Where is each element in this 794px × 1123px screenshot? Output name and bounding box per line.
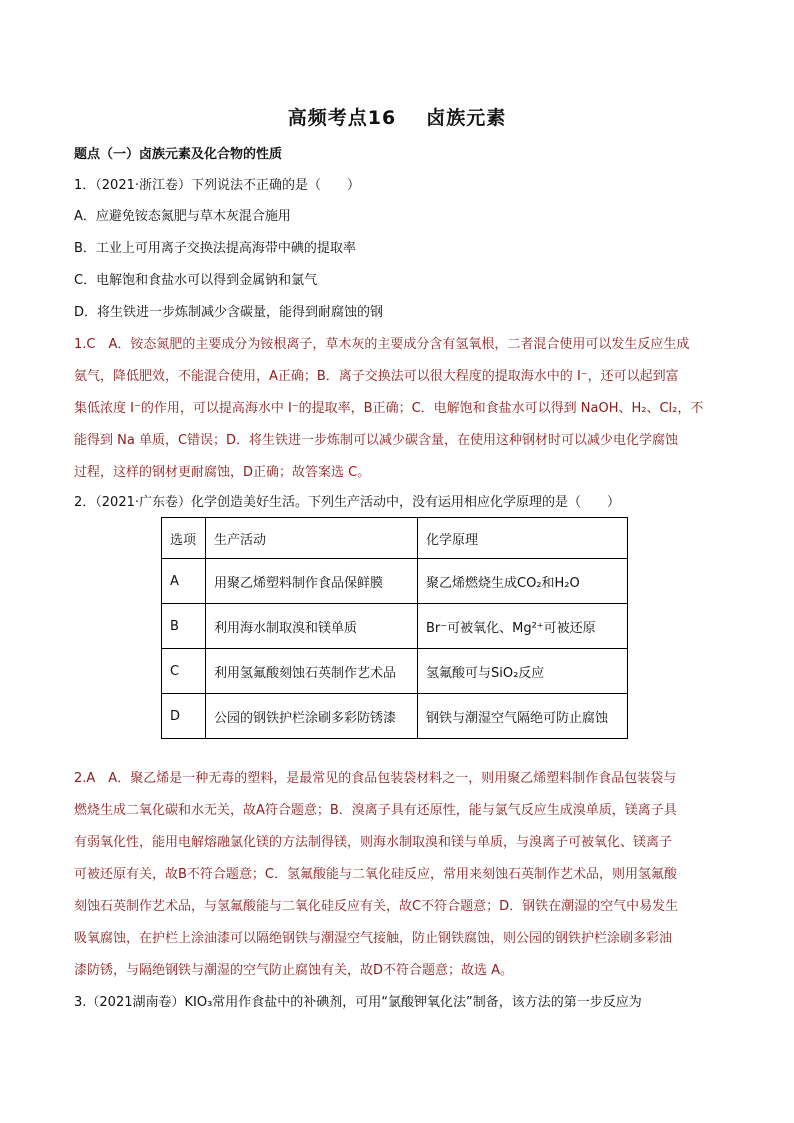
table-header-cell: 选项 <box>162 518 206 559</box>
q1-answer-line: 能得到 Na 单质，C错误；D．将生铁进一步炼制可以减少碳含量，在使用这种钢材时可以减少电化学腐蚀 <box>74 433 679 448</box>
table-cell-activity: 公园的钢铁护栏涂刷多彩防锈漆 <box>206 694 418 739</box>
q2-answer-line: 吸氧腐蚀，在护栏上涂油漆可以隔绝钢铁与潮湿空气接触，防止钢铁腐蚀，则公园的钢铁护栏涂刷多彩油 <box>74 931 673 946</box>
q2-answer-line: 燃烧生成二氧化碳和水无关，故A符合题意；B．溴离子具有还原性，能与氯气反应生成溴单质，镁离子具 <box>74 803 677 818</box>
title-topic-name: 卤族元素 <box>426 107 507 129</box>
q1-option-d: D．将生铁进一步炼制减少含碳量，能得到耐腐蚀的钢 <box>74 305 384 320</box>
q1-option-b: B．工业上可用离子交换法提高海带中碘的提取率 <box>74 241 356 256</box>
q2-answer-line: 漆防锈，与隔绝钢铁与潮湿的空气防止腐蚀有关，故D不符合题意；故选 A。 <box>74 963 514 978</box>
q2-answer-line: 有弱氧化性，能用电解熔融氯化镁的方法制得镁，则海水制取溴和镁与单质，与溴离子可被氧化、镁离子 <box>74 835 673 850</box>
table-cell-principle: 氢氟酸可与SiO₂反应 <box>418 649 628 694</box>
q1-option-c: C．电解饱和食盐水可以得到金属钠和氯气 <box>74 273 318 288</box>
table-cell-activity: 利用氢氟酸刻蚀石英制作艺术品 <box>206 649 418 694</box>
q1-answer-line: 氨气，降低肥效，不能混合使用，A正确；B．离子交换法可以很大程度的提取海水中的 I⁻，还可以起到富 <box>74 369 679 384</box>
table-cell-activity: 利用海水制取溴和镁单质 <box>206 604 418 649</box>
q2-stem: 2．（2021·广东卷）化学创造美好生活。下列生产活动中，没有运用相应化学原理的是（ ） <box>74 495 620 510</box>
table-header-row <box>162 518 628 559</box>
q1-answer-line: 1.C A．铵态氮肥的主要成分为铵根离子，草木灰的主要成分含有氢氧根，二者混合使用可以发生反应生成 <box>74 337 690 352</box>
q2-options-table <box>161 517 628 739</box>
table-header-cell: 化学原理 <box>418 518 628 559</box>
q2-answer-line: 刻蚀石英制作艺术品，与氢氟酸能与二氧化硅反应有关，故C不符合题意；D．钢铁在潮湿的空气中易发生 <box>74 899 679 914</box>
title-topic-number: 高频考点16 <box>287 107 397 129</box>
table-row <box>162 559 628 604</box>
q1-option-a: A．应避免铵态氮肥与草木灰混合施用 <box>74 209 291 224</box>
q3-stem: 3.（2021湖南卷）KIO₃常用作食盐中的补碘剂，可用“氯酸钾氧化法”制备，该方法的第一步反应为 <box>74 995 642 1010</box>
table-header-cell: 生产活动 <box>206 518 418 559</box>
q1-stem: 1．（2021·浙江卷）下列说法不正确的是（ ） <box>74 178 360 193</box>
table-cell-option: A <box>162 559 206 604</box>
q2-answer-line: 可被还原有关，故B不符合题意；C．氢氟酸能与二氧化硅反应，常用来刻蚀石英制作艺术品，则用氢氟酸 <box>74 867 677 882</box>
table-cell-option: D <box>162 694 206 739</box>
table-cell-principle: 钢铁与潮湿空气隔绝可防止腐蚀 <box>418 694 628 739</box>
section-heading: 题点（一）卤族元素及化合物的性质 <box>74 147 283 162</box>
table-row <box>162 604 628 649</box>
table-cell-principle: Br⁻可被氧化、Mg²⁺可被还原 <box>418 604 628 649</box>
table-cell-option: C <box>162 649 206 694</box>
table-row <box>162 694 628 739</box>
table-row <box>162 649 628 694</box>
table-cell-principle: 聚乙烯燃烧生成CO₂和H₂O <box>418 559 628 604</box>
q1-answer-line: 集低浓度 I⁻的作用，可以提高海水中 I⁻的提取率，B正确；C．电解饱和食盐水可以得到 NaOH、H₂、Cl₂，不 <box>74 401 704 416</box>
table-cell-activity: 用聚乙烯塑料制作食品保鲜膜 <box>206 559 418 604</box>
table-cell-option: B <box>162 604 206 649</box>
page-title <box>0 103 794 130</box>
q2-answer-line: 2.A A．聚乙烯是一种无毒的塑料，是最常见的食品包装袋材料之一，则用聚乙烯塑料制作食品包装袋与 <box>74 771 677 786</box>
q1-answer-line: 过程，这样的钢材更耐腐蚀，D正确；故答案选 C。 <box>74 465 371 480</box>
